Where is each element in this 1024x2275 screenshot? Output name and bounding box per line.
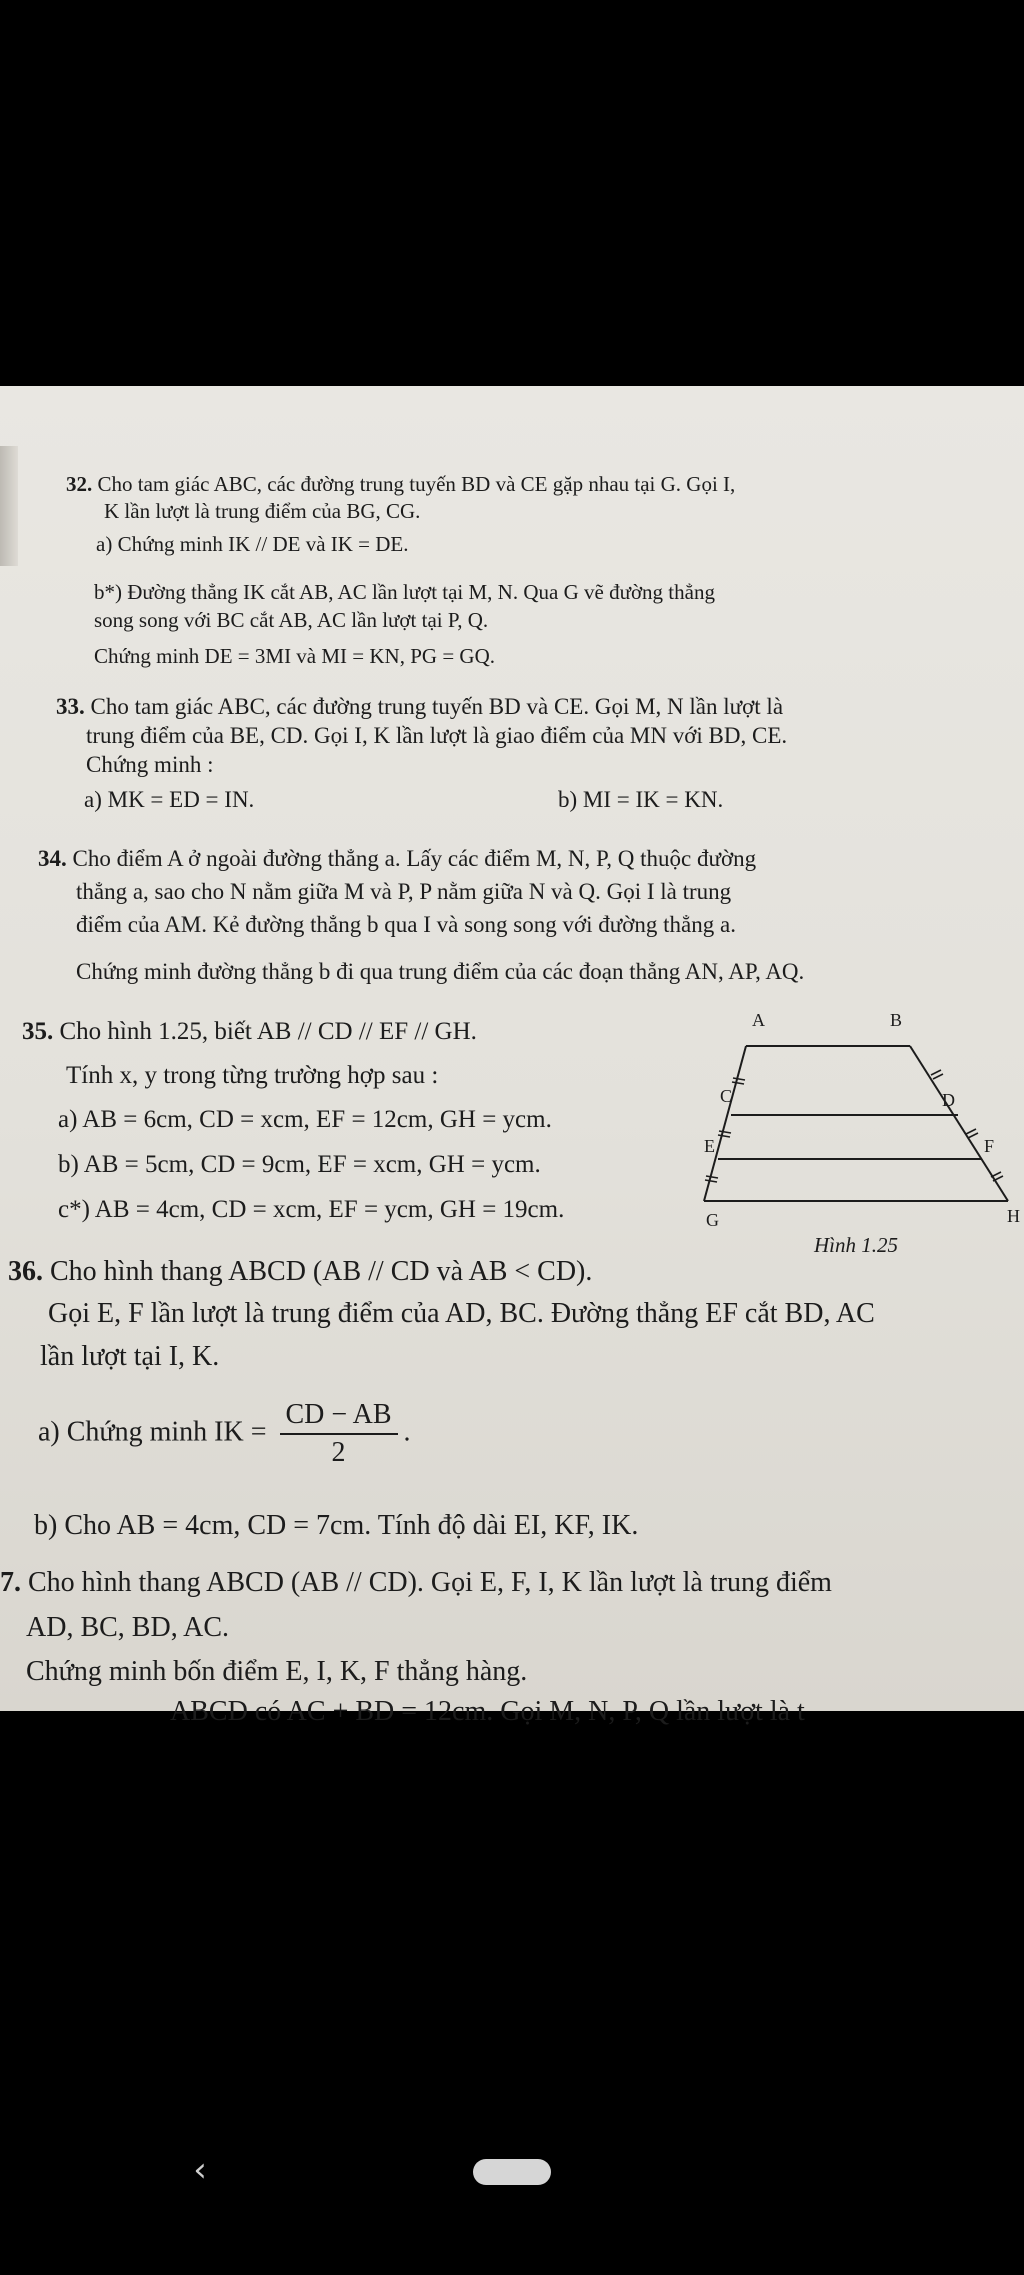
fraction-cd-minus-ab-over-2	[280, 1401, 398, 1467]
figure-label-c: C	[720, 1086, 733, 1106]
problem-32-line-2: K lần lượt là trung điểm của BG, CG.	[104, 499, 421, 523]
system-navigation-bar	[0, 2100, 1024, 2275]
problem-32-part-a: a) Chứng minh IK // DE và IK = DE.	[96, 532, 409, 556]
problem-34-text-1: Cho điểm A ở ngoài đường thẳng a. Lấy các điểm M, N, P, Q thuộc đường	[72, 846, 757, 871]
figure-label-b: B	[890, 1010, 903, 1030]
problem-37-number: 7.	[0, 1567, 21, 1598]
problem-36-part-b: b) Cho AB = 4cm, CD = 7cm. Tính độ dài EI, KF, IK.	[34, 1510, 639, 1541]
problem-38-partial-line: ABCD có AC + BD = 12cm. Gọi M, N, P, Q lần lượt là t	[170, 1696, 805, 1727]
problem-33-part-a: a) MK = ED = IN.	[84, 787, 255, 812]
problem-35-line-2: Tính x, y trong từng trường hợp sau :	[66, 1062, 439, 1089]
problem-32-part-b-line-1: b*) Đường thẳng IK cắt AB, AC lần lượt tại M, N. Qua G vẽ đường thẳng	[94, 580, 715, 604]
figure-label-h: H	[1007, 1206, 1020, 1226]
fraction-numerator: CD − AB	[280, 1401, 398, 1435]
home-button[interactable]	[473, 2159, 551, 2185]
figure-label-e: E	[704, 1136, 715, 1156]
problem-33-text-1: Cho tam giác ABC, các đường trung tuyến BD và CE. Gọi M, N lần lượt là	[90, 694, 784, 719]
equal-segment-ticks	[705, 1070, 1003, 1182]
problem-35-part-c: c*) AB = 4cm, CD = xcm, EF = ycm, GH = 19cm.	[58, 1196, 565, 1223]
problem-32-part-b-line-2: song song với BC cắt AB, AC lần lượt tại P, Q.	[94, 608, 489, 632]
problem-32-number: 32.	[66, 472, 93, 496]
figure-caption: Hình 1.25	[814, 1233, 898, 1257]
segment-bh	[910, 1046, 1008, 1201]
problem-36-line-2: Gọi E, F lần lượt là trung điểm của AD, BC. Đường thẳng EF cắt BD, AC	[48, 1298, 875, 1329]
problem-35-part-a: a) AB = 6cm, CD = xcm, EF = 12cm, GH = ycm.	[58, 1106, 552, 1133]
segment-ag	[704, 1046, 746, 1201]
problem-37-text-1: Cho hình thang ABCD (AB // CD). Gọi E, F, I, K lần lượt là trung điểm	[28, 1567, 832, 1598]
figure-label-d: D	[942, 1090, 955, 1110]
problem-36-part-a	[38, 1401, 411, 1467]
problem-33-number: 33.	[56, 694, 85, 719]
fraction-denominator: 2	[331, 1437, 346, 1468]
problem-36-line-1	[8, 1258, 592, 1286]
problem-35-part-b: b) AB = 5cm, CD = 9cm, EF = xcm, GH = ycm.	[58, 1151, 541, 1178]
back-button[interactable]: ‹	[193, 2150, 207, 2190]
problem-36-part-a-period: .	[403, 1416, 411, 1448]
problem-33-line-1	[56, 695, 783, 718]
problem-36-line-3: lần lượt tại I, K.	[40, 1341, 220, 1372]
problem-36-text-1: Cho hình thang ABCD (AB // CD và AB < CD).	[50, 1256, 593, 1287]
figure-label-g: G	[706, 1210, 719, 1230]
problem-37-line-2: AD, BC, BD, AC.	[26, 1612, 230, 1643]
page-binding-edge	[0, 446, 18, 566]
problem-34-line-4: Chứng minh đường thẳng b đi qua trung điểm của các đoạn thẳng AN, AP, AQ.	[76, 959, 805, 984]
problem-32-text-1: Cho tam giác ABC, các đường trung tuyến BD và CE gặp nhau tại G. Gọi I,	[97, 472, 736, 496]
problem-34-line-1	[38, 847, 756, 870]
problem-36-number: 36.	[8, 1256, 43, 1287]
problem-34-line-2: thẳng a, sao cho N nằm giữa M và P, P nằm giữa N và Q. Gọi I là trung	[76, 879, 732, 904]
problem-33-line-3: Chứng minh :	[86, 752, 214, 777]
problem-37-line-1	[0, 1569, 832, 1597]
problem-32-part-b-line-3: Chứng minh DE = 3MI và MI = KN, PG = GQ.	[94, 644, 495, 668]
problem-33-line-2: trung điểm của BE, CD. Gọi I, K lần lượt là giao điểm của MN với BD, CE.	[86, 723, 788, 748]
textbook-page	[0, 386, 1024, 1727]
problem-35-text-1: Cho hình 1.25, biết AB // CD // EF // GH.	[59, 1018, 477, 1045]
problem-34-line-3: điểm của AM. Kẻ đường thẳng b qua I và song song với đường thẳng a.	[76, 912, 736, 937]
figure-label-a: A	[752, 1010, 765, 1030]
problem-36-part-a-label: a) Chứng minh IK =	[38, 1416, 267, 1448]
figure-1-25-trapezoid	[690, 1004, 1024, 1234]
figure-label-f: F	[984, 1136, 995, 1156]
problem-37-line-3: Chứng minh bốn điểm E, I, K, F thẳng hàng.	[26, 1656, 528, 1687]
problem-33-part-b: b) MI = IK = KN.	[558, 787, 724, 812]
problem-34-number: 34.	[38, 846, 67, 871]
problem-35-line-1	[22, 1019, 477, 1044]
problem-32-line-1	[66, 474, 735, 495]
problem-35-number: 35.	[22, 1018, 54, 1045]
